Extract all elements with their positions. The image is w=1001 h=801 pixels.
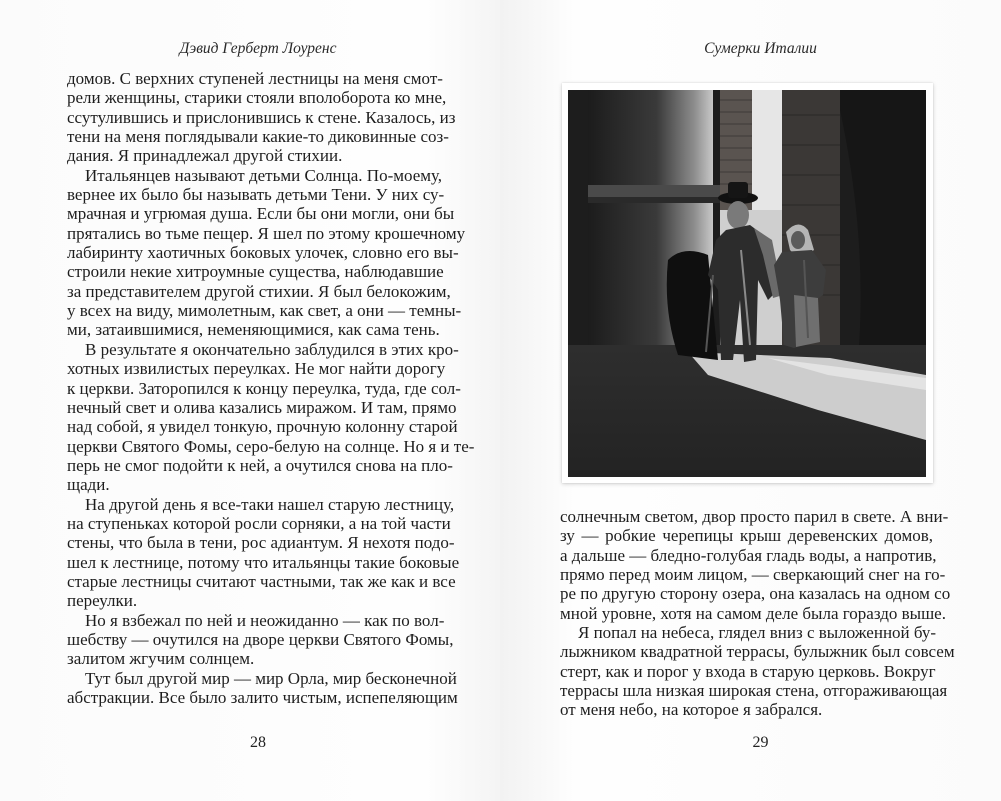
text-line: старые лестницы считают частными, так же как и все: [67, 571, 456, 591]
text-line: строили некие хитроумные существа, наблюдавшие: [67, 262, 444, 282]
page-number-left: 28: [250, 734, 266, 751]
text-line: Итальянцев называют детьми Солнца. По-моему,: [85, 165, 443, 185]
text-line: а дальше — бледно-голубая гладь воды, а напротив,: [560, 545, 937, 565]
text-line: стерт, как и порог у входа в старую церковь. Вокруг: [560, 661, 936, 681]
text-line: ми, затаившимися, неменяющимися, как сама тень.: [67, 320, 440, 340]
text-line: ре по другую сторону озера, она казалась на одном со: [560, 584, 951, 604]
text-line: на ступеньках которой росли сорняки, а на той части: [67, 513, 451, 533]
left-page-text: [67, 69, 475, 707]
text-line: зу — робкие черепицы крыш деревенских домов,: [560, 526, 933, 546]
text-line: к церкви. Заторопился к концу переулка, туда, где сол-: [67, 378, 461, 398]
text-line: у всех на виду, мимолетным, как свет, а они — темны-: [67, 301, 462, 321]
text-line: переулки.: [67, 591, 138, 611]
text-line: лабиринту хаотичных боковых улочек, словно его вы-: [67, 243, 459, 263]
text-line: ссутулившись и прислонившись к стене. Казалось, из: [67, 107, 456, 127]
text-line: солнечным светом, двор просто парил в свете. А вни-: [560, 507, 949, 526]
text-line: от меня небо, на которое я забрался.: [560, 700, 823, 720]
running-head-author: Дэвид Герберт Лоуренс: [179, 40, 337, 57]
text-line: щади.: [67, 475, 110, 495]
photo-frame: [562, 83, 933, 483]
text-line: лыжником квадратной террасы, булыжник был совсем: [560, 642, 955, 662]
text-line: шебству — очутился на дворе церкви Святого Фомы,: [67, 629, 454, 649]
text-line: мной уровне, хотя на самом деле была гораздо выше.: [560, 603, 946, 623]
running-head-title: Сумерки Италии: [704, 40, 817, 57]
text-line: мрачная и угрюмая душа. Если бы они могли, они бы: [67, 204, 455, 224]
text-line: В результате я окончательно заблудился в этих кро-: [85, 339, 459, 359]
right-page-text: [560, 507, 955, 720]
text-line: домов. С верхних ступеней лестницы на меня смот-: [67, 69, 443, 88]
text-line: нечный свет и олива казались миражом. И там, прямо: [67, 397, 457, 417]
text-line: Тут был другой мир — мир Орла, мир бесконечной: [85, 668, 457, 688]
text-line: залитом жгучим солнцем.: [67, 649, 255, 669]
page-number-right: 29: [752, 734, 769, 751]
text-line: На другой день я все-таки нашел старую лестницу,: [85, 494, 455, 514]
text-line: над собой, я увидел тонкую, прочную колонну старой: [67, 417, 458, 437]
text-line: церкви Святого Фомы, серо-белую на солнце. Но я и те-: [67, 436, 475, 456]
left-page: [0, 0, 500, 801]
text-line: террасы шла низкая широкая стена, отгораживающая: [560, 681, 948, 701]
text-line: перь не смог подойти к ней, а очутился снова на пло-: [67, 455, 453, 475]
photograph-old-couple-in-sunlight: [568, 90, 926, 477]
text-line: прямо перед моим лицом, — сверкающий снег на го-: [560, 565, 946, 585]
text-line: вернее их было бы называть детьми Тени. У них су-: [67, 185, 445, 205]
right-page: [500, 0, 1001, 801]
text-line: прятались во тьме пещер. Я шел по этому крошечному: [67, 223, 466, 243]
text-line: Но я взбежал по ней и неожиданно — как по вол-: [85, 610, 445, 630]
text-line: дания. Я принадлежал другой стихии.: [67, 146, 343, 166]
text-line: Я попал на небеса, глядел вниз с выложенной бу-: [578, 623, 937, 643]
text-line: рели женщины, старики стояли вполоборота ко мне,: [67, 88, 447, 108]
text-line: стены, что была в тени, рос адиантум. Я нехотя подо-: [67, 533, 455, 553]
text-line: хотных извилистых переулках. Не мог найти дорогу: [67, 359, 446, 379]
text-line: шел к лестнице, потому что итальянцы такие боковые: [67, 552, 460, 572]
text-line: тени на меня поглядывали какие-то диковинные соз-: [67, 127, 449, 147]
text-line: за представителем другой стихии. Я был белокожим,: [67, 281, 451, 301]
text-line: абстракции. Все было залито чистым, испепеляющим: [67, 688, 458, 707]
